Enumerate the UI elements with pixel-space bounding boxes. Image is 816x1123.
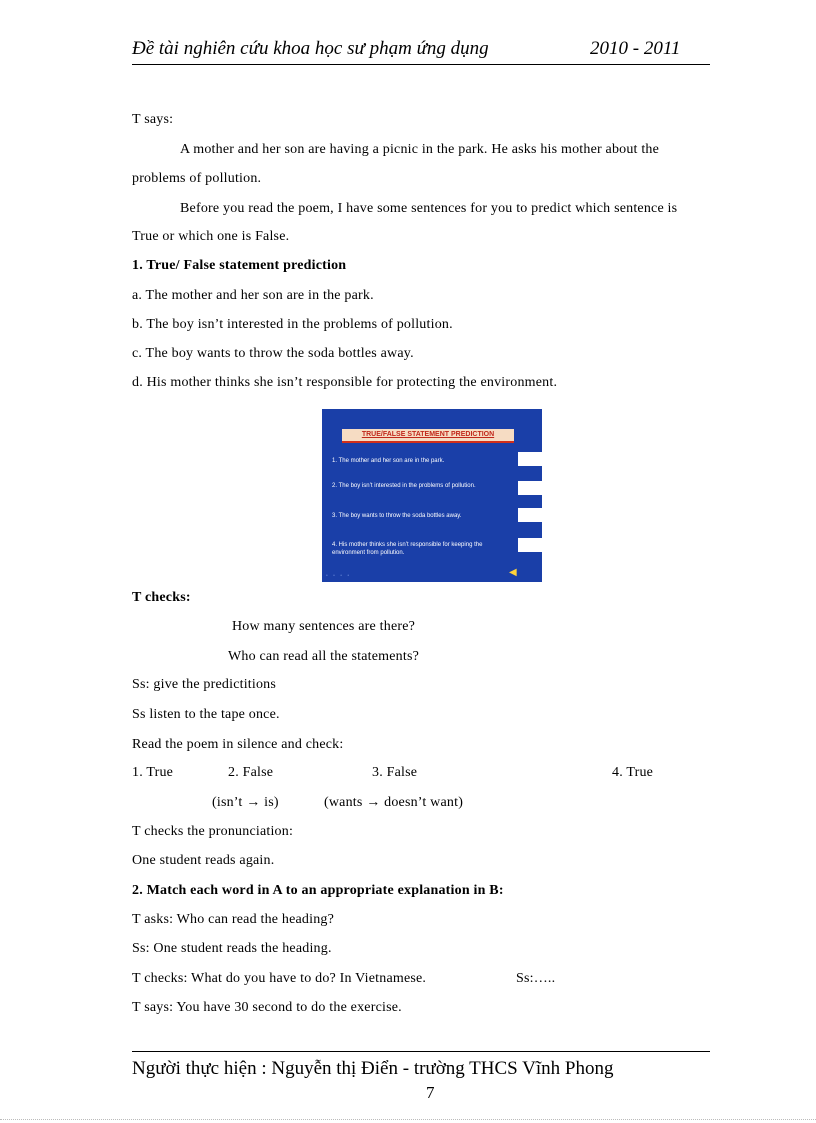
answer-2: 2. False	[228, 765, 274, 780]
slide-item-2: 2. The boy isn’t interested in the problems of pollution.	[332, 483, 476, 489]
question-2: Who can read all the statements?	[228, 649, 420, 664]
section-1-heading: 1. True/ False statement prediction	[132, 258, 347, 273]
t-checks-pronunciation: T checks the pronunciation:	[132, 824, 294, 839]
correction-2: (wants → doesn’t want)	[324, 795, 464, 810]
correction-1: (isn’t → is)	[212, 795, 279, 810]
ss-reads-heading: Ss: One student reads the heading.	[132, 941, 332, 956]
slide-image	[322, 409, 542, 582]
read-poem: Read the poem in silence and check:	[132, 737, 344, 752]
t-checks-vietnamese: T checks: What do you have to do? In Vietnamese.	[132, 971, 427, 986]
statement-c: c. The boy wants to throw the soda bottles away.	[132, 346, 414, 361]
header-title: Đề tài nghiên cứu khoa học sư phạm ứng dụng	[132, 38, 489, 59]
page-bottom-border	[0, 1119, 816, 1120]
slide-title: TRUE/FALSE STATEMENT PREDICTION	[342, 429, 514, 443]
header-year: 2010 - 2011	[590, 38, 681, 59]
paragraph-1-line-1: A mother and her son are having a picnic in the park. He asks his mother about the	[180, 142, 660, 157]
slide-item-4: 4. His mother thinks she isn’t responsible for keeping the environment from pollution.	[332, 542, 483, 556]
paragraph-2-line-1: Before you read the poem, I have some sentences for you to predict which sentence is	[180, 201, 678, 216]
slide-answer-box-3	[518, 508, 542, 522]
ss-ellipsis: Ss:…..	[516, 971, 556, 986]
statement-b: b. The boy isn’t interested in the problems of pollution.	[132, 317, 453, 332]
paragraph-1-line-2: problems of pollution.	[132, 171, 262, 186]
t-asks: T asks: Who can read the heading?	[132, 912, 335, 927]
question-1: How many sentences are there?	[232, 619, 416, 634]
header-rule	[132, 64, 710, 65]
footer-author: Người thực hiện : Nguyễn thị Điển - trường THCS Vĩnh Phong	[132, 1058, 614, 1079]
t-says: T says:	[132, 112, 174, 127]
paragraph-2-line-2: True or which one is False.	[132, 229, 290, 244]
statement-d: d. His mother thinks she isn’t responsible for protecting the environment.	[132, 375, 558, 390]
slide-item-3: 3. The boy wants to throw the soda bottles away.	[332, 513, 462, 519]
slide-nav-dots: • • • •	[326, 573, 352, 579]
t-says-exercise: T says: You have 30 second to do the exercise.	[132, 1000, 402, 1015]
ss-listen: Ss listen to the tape once.	[132, 707, 280, 722]
ss-give-predictions: Ss: give the predictitions	[132, 677, 277, 692]
statement-a: a. The mother and her son are in the park.	[132, 288, 374, 303]
t-checks-heading: T checks:	[132, 590, 191, 605]
page-number: 7	[426, 1083, 435, 1102]
speaker-icon: ◀	[509, 567, 517, 578]
answer-3: 3. False	[372, 765, 418, 780]
one-student-reads: One student reads again.	[132, 853, 275, 868]
answer-4: 4. True	[612, 765, 654, 780]
slide-item-1: 1. The mother and her son are in the park.	[332, 458, 445, 464]
footer-rule	[132, 1051, 710, 1052]
slide-answer-box-4	[518, 538, 542, 552]
slide-answer-box-2	[518, 481, 542, 495]
slide-answer-box-1	[518, 452, 542, 466]
answer-1: 1. True	[132, 765, 174, 780]
section-2-heading: 2. Match each word in A to an appropriate explanation in B:	[132, 883, 504, 898]
